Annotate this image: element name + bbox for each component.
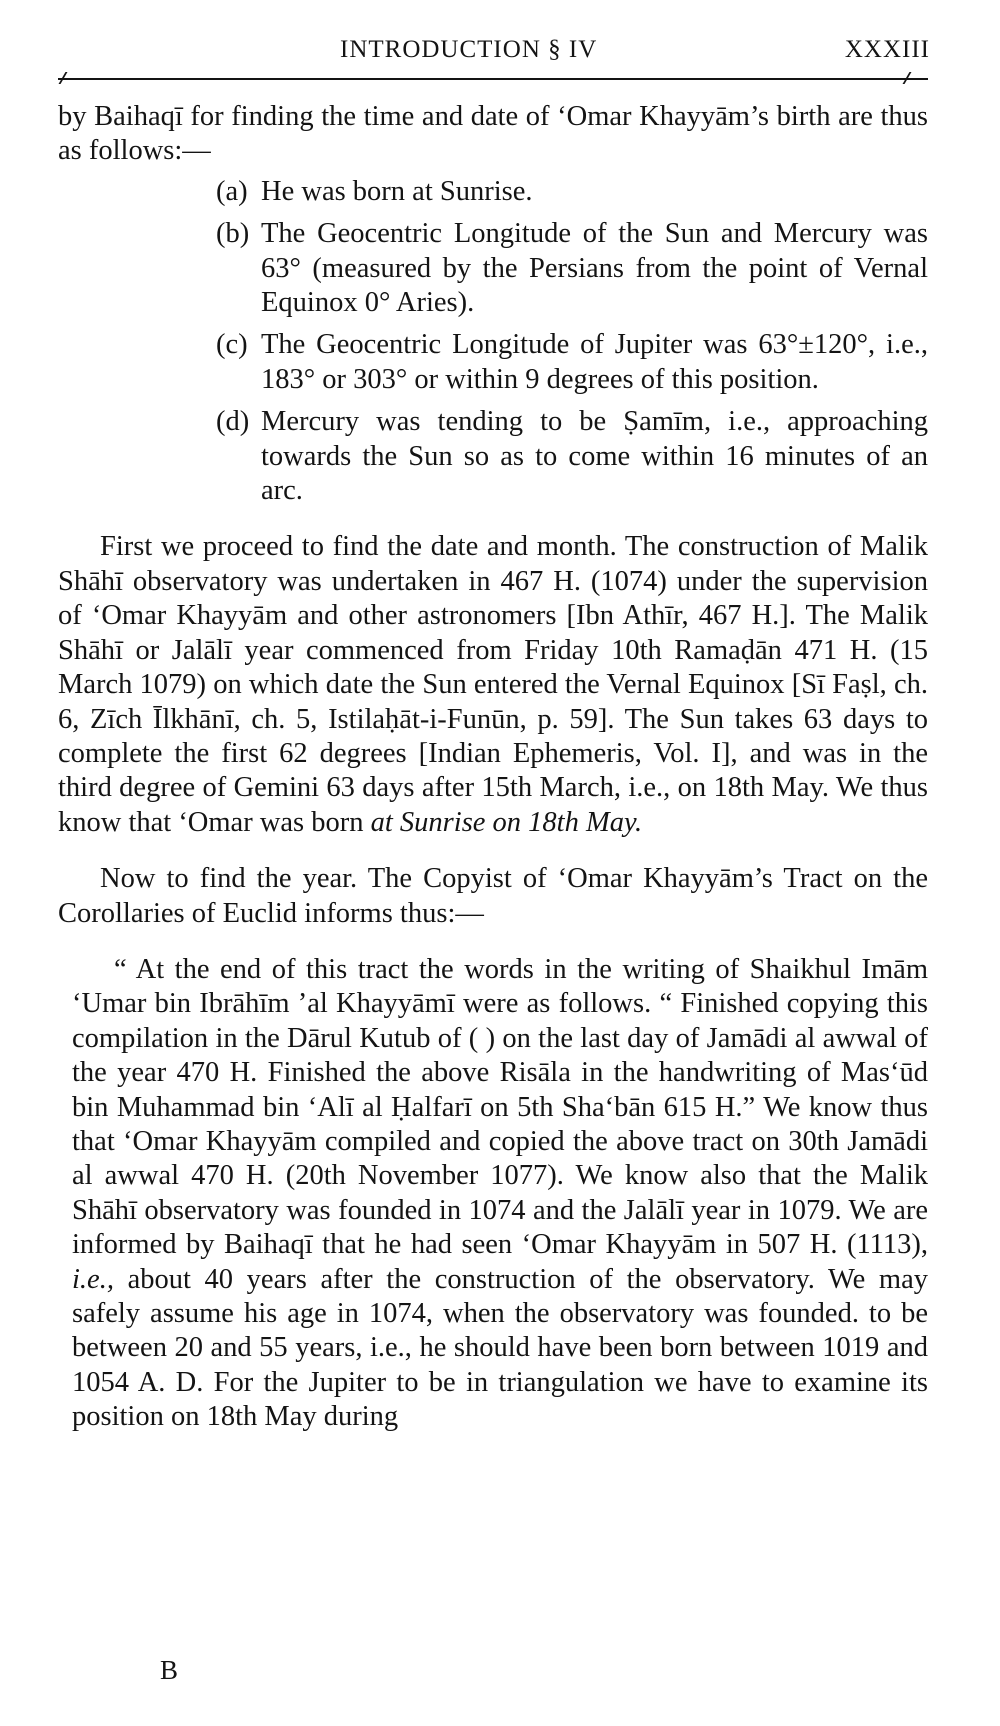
list-item-text: The Geocentric Longitude of Jupiter was 63°±120°, i.e., 183° or 303° or within 9 degrees of this position.: [261, 329, 928, 395]
signature-mark: B: [160, 1655, 179, 1685]
list-item-label: (d): [216, 406, 250, 438]
emphasis-ie: i.e.,: [72, 1263, 114, 1295]
list-item: [58, 405, 928, 508]
running-head-title: INTRODUCTION § IV: [340, 36, 598, 63]
quotation-text: “ At the end of this tract the words in the writing of Shaikhul Imām ‘Umar bin Ibrāhīm ’al Khayyāmī were as follows. “ Finished copying this compilation in the Dārul Kutub of ( ) on the last day of Jamādi al awwal of the year 470 H. Finished the above Risāla in the handwriting of Mas‘ūd bin Muhammad bin ‘Alī al Ḥalfarī on 5th Sha‘bān 615 H.” We know thus that ‘Omar Khayyām compiled and copied the above tract on 30th Jamādi al awwal 470 H. (20th November 1077). We know also that the Malik Shāhī observatory was founded in 1074 and the Jalālī year in 1079. We are informed by Baihaqī that he had seen ‘Omar Khayyām in 507 H. (1113),: [72, 953, 928, 1261]
list-item-label: (a): [216, 175, 248, 207]
paragraph-find-year: Now to find the year. The Copyist of ‘Omar Khayyām’s Tract on the Corollaries of Euclid informs thus:—: [58, 863, 928, 929]
page-number: XXXIII: [844, 36, 930, 63]
list-item-text: Mercury was tending to be Ṣamīm, i.e., approaching towards the Sun so as to come within 16 minutes of an arc.: [261, 406, 928, 507]
quotation-paragraph: [58, 953, 928, 1435]
list-item: [58, 217, 928, 320]
paragraph-text: First we proceed to find the date and month. The construction of Malik Shāhī observatory was undertaken in 467 H. (1074) under the supervision of ‘Omar Khayyām and other astronomers [Ibn Athīr, 467 H.]. The Malik Shāhī or Jalālī year commenced from Friday 10th Ramaḍān 471 H. (15 March 1079) on which date the Sun entered the Vernal Equinox [Sī Faṣl, ch. 6, Zīch Īlkhānī, ch. 5, Istilaḥāt-i-Funūn, p. 59]. The Sun takes 63 days to complete the first 62 degrees [Indian Ephemeris, Vol. I], and was in the third degree of Gemini 63 days after 15th March, i.e., on 18th May. We thus know that ‘Omar was born: [58, 531, 928, 838]
quotation-text-continued: about 40 years after the construction of the observatory. We may safely assume his age in 1074, when the observatory was founded. to be between 20 and 55 years, i.e., he should have been born between 1019 and 1054 A. D. For the Jupiter to be in triangulation we have to examine its position on 18th May during: [72, 1263, 929, 1433]
paragraph-date-month: [58, 530, 928, 840]
running-head: [60, 36, 930, 76]
list-item: [58, 175, 928, 209]
list-item: [58, 328, 928, 397]
list-item-label: (b): [216, 218, 250, 250]
body-text: [58, 100, 928, 1435]
list-item-text: The Geocentric Longitude of the Sun and Mercury was 63° (measured by the Persians from the point of Vernal Equinox 0° Aries).: [261, 218, 928, 319]
list-item-text: He was born at Sunrise.: [261, 175, 533, 207]
list-item-label: (c): [216, 329, 248, 361]
lead-paragraph: by Baihaqī for finding the time and date of ‘Omar Khayyām’s birth are thus as follows:—: [58, 101, 928, 167]
header-rule: [58, 78, 928, 80]
emphasis-text: at Sunrise on 18th May.: [370, 806, 643, 838]
